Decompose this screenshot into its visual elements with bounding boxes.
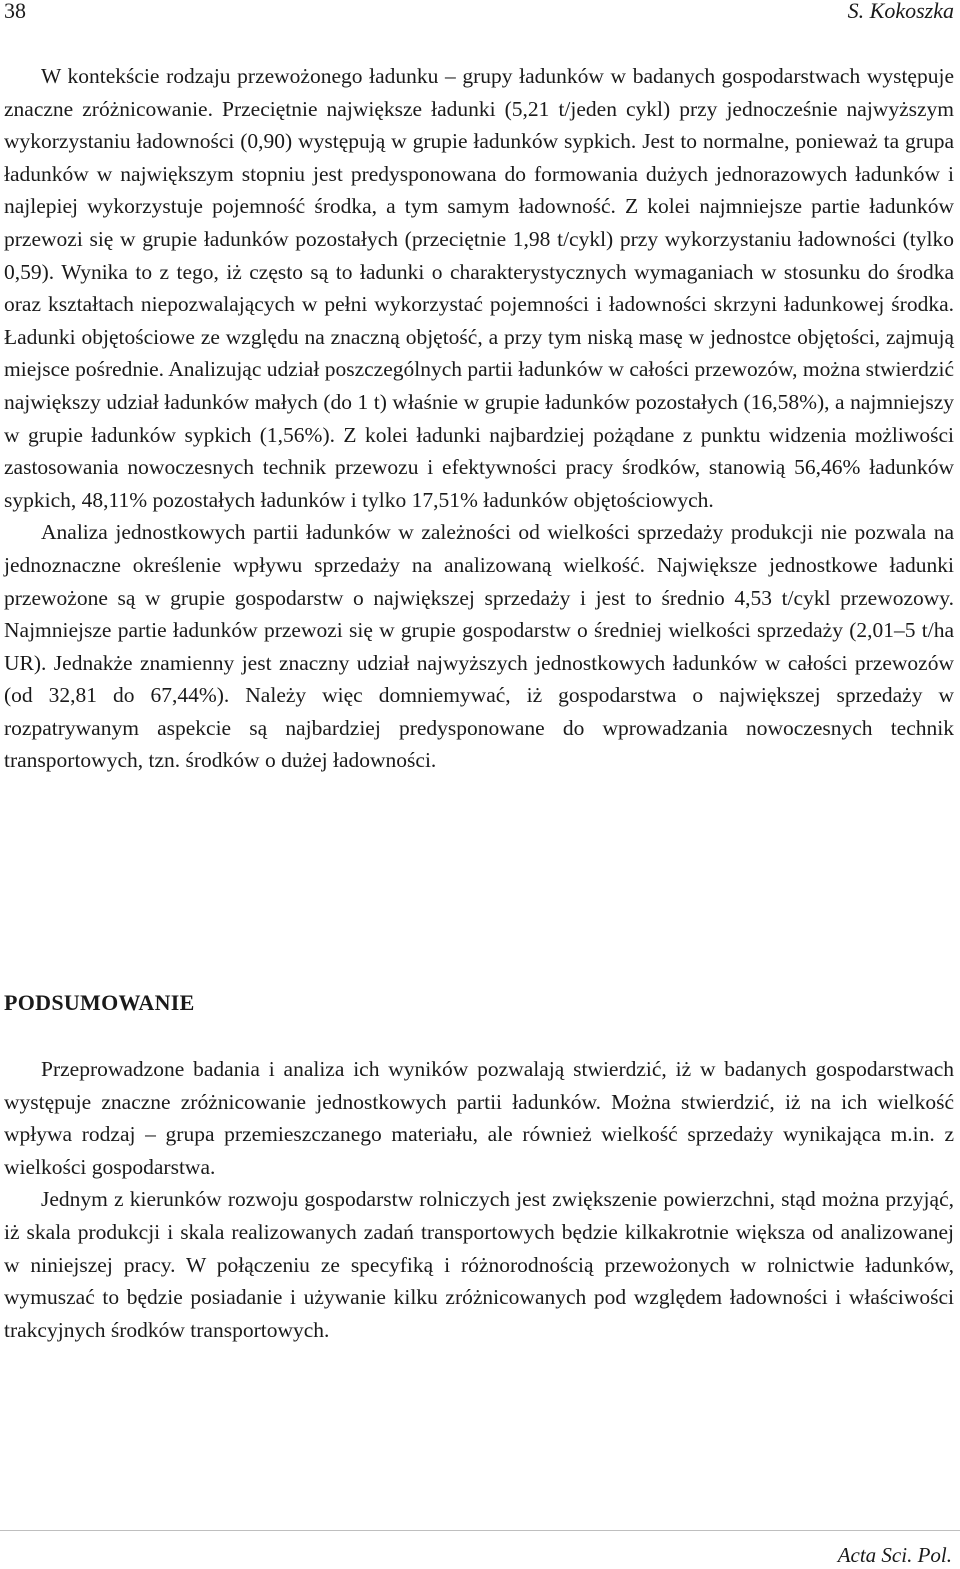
- body-text: [4, 60, 954, 777]
- section-heading: PODSUMOWANIE: [4, 990, 195, 1015]
- paragraph: Analiza jednostkowych partii ładunków w zależności od wielkości sprzedaży produkcji nie pozwala na jednoznaczne określenie wpływu sprzedaży na analizowaną wielkość. Największe jednostkowe ładunki przewożone są w grupie gospodarstw o największej sprzedaży i jest to średnio 4,53 t/cykl przewozowy. Najmniejsze partie ładunków przewozi się w grupie gospodarstw o średniej wielkości sprzedaży (2,01–5 t/ha UR). Jednakże znamienny jest znaczny udział najwyższych jednostkowych ładunków w całości przewozów (od 32,81 do 67,44%). Należy więc domniemywać, iż gospodarstwa o największej sprzedaży w rozpatrywanym aspekcie są najbardziej predysponowane do wprowadzania nowoczesnych technik transportowych, tzn. środków o dużej ładowności.: [4, 520, 954, 773]
- footer-journal-name: Acta Sci. Pol.: [837, 1543, 952, 1567]
- summary-text: [4, 1053, 954, 1346]
- running-header-author: S. Kokoszka: [847, 0, 954, 23]
- paragraph: Jednym z kierunków rozwoju gospodarstw rolniczych jest zwiększenie powierzchni, stąd można przyjąć, iż skala produkcji i skala realizowanych zadań transportowych będzie kilkakrotnie większa od analizowanej w niniejszej pracy. W połączeniu ze specyfiką i różnorodnością przewożonych w rolnictwie ładunków, wymuszać to będzie posiadanie i używanie kilku zróżnicowanych pod względem ładowności i właściwości trakcyjnych środków transportowych.: [4, 1187, 954, 1342]
- page-number: 38: [4, 0, 26, 23]
- footer-divider: [0, 1530, 960, 1531]
- paragraph: Przeprowadzone badania i analiza ich wyników pozwalają stwierdzić, iż w badanych gospodarstwach występuje znaczne zróżnicowanie jednostkowych partii ładunków. Można stwierdzić, iż na ich wielkość wpływa rodzaj – grupa przemieszczanego materiału, ale również wielkość sprzedaży wynikająca m.in. z wielkości gospodarstwa.: [4, 1057, 954, 1179]
- paragraph: W kontekście rodzaju przewożonego ładunku – grupy ładunków w badanych gospodarstwach występuje znaczne zróżnicowanie. Przeciętnie największe ładunki (5,21 t/jeden cykl) przy jednocześnie najwyższym wykorzystaniu ładowności (0,90) występują w grupie ładunków sypkich. Jest to normalne, ponieważ ta grupa ładunków w największym stopniu jest predysponowana do formowania dużych jednorazowych ładunków i najlepiej wykorzystuje pojemność środka, a tym samym ładowność. Z kolei najmniejsze partie ładunków przewozi się w grupie ładunków pozostałych (przeciętnie 1,98 t/cykl) przy wykorzystaniu ładowności (tylko 0,59). Wynika to z tego, iż często są to ładunki o charakterystycznych wymaganiach w stosunku do środka oraz kształtach niepozwalających w pełni wykorzystać pojemności i ładowności skrzyni ładunkowej środka. Ładunki objętościowe ze względu na znaczną objętość, a przy tym niską masę w jednostce objętości, zajmują miejsce pośrednie. Analizując udział poszczególnych partii ładunków w całości przewozów, można stwierdzić największy udział ładunków małych (do 1 t) właśnie w grupie ładunków pozostałych (16,58%), a najmniejszy w grupie ładunków sypkich (1,56%). Z kolei ładunki najbardziej pożądane z punktu widzenia możliwości zastosowania nowoczesnych technik przewozu i efektywności pracy środków, stanowią 56,46% ładunków sypkich, 48,11% pozostałych ładunków i tylko 17,51% ładunków objętościowych.: [4, 64, 954, 512]
